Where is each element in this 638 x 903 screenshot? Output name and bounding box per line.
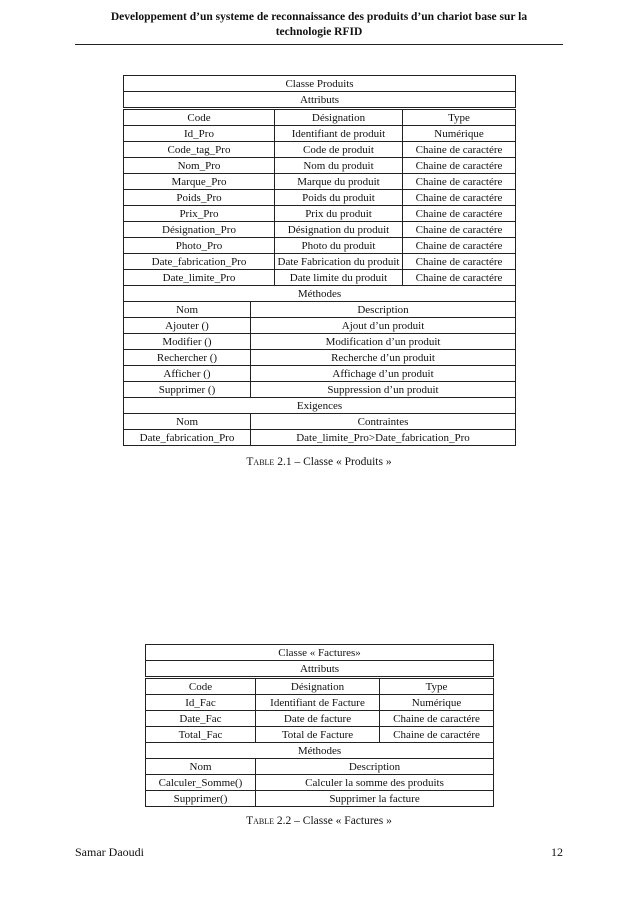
method-header-row [124,302,516,318]
attribute-code: Id_Fac [146,695,256,711]
class-title-row [146,645,494,661]
method-name: Rechercher () [124,350,251,366]
section-label-attributs: Attributs [124,92,516,109]
method-row [146,791,494,807]
attribute-code: Date_Fac [146,711,256,727]
col-header-code: Code [146,678,256,695]
attribute-row [146,695,494,711]
attribute-type: Chaine de caractére [403,190,516,206]
section-row-attributs [124,92,516,109]
method-name: Supprimer() [146,791,256,807]
method-description: Supprimer la facture [256,791,494,807]
attribute-code: Désignation_Pro [124,222,275,238]
method-description: Modification d’un produit [251,334,516,350]
method-name: Supprimer () [124,382,251,398]
method-name: Ajouter () [124,318,251,334]
running-header-line-2: technologie RFID [275,26,363,38]
exigence-constraint: Date_limite_Pro>Date_fabrication_Pro [251,430,516,446]
attribute-designation: Date de facture [256,711,380,727]
caption-label: Table 2.2 [246,815,292,827]
attribute-code: Poids_Pro [124,190,275,206]
attribute-designation: Date Fabrication du produit [275,254,403,270]
footer-author: Samar Daoudi [75,845,144,859]
section-row-attributs [146,661,494,678]
attribute-type: Chaine de caractére [403,254,516,270]
attribute-row [124,270,516,286]
method-row [146,775,494,791]
attribute-type: Chaine de caractére [380,727,494,743]
attribute-row [124,174,516,190]
method-description: Ajout d’un produit [251,318,516,334]
caption-text: – Classe « Produits » [294,456,392,468]
method-description: Calculer la somme des produits [256,775,494,791]
attribute-designation: Marque du produit [275,174,403,190]
col-header-nom: Nom [146,759,256,775]
attribute-row [124,190,516,206]
attribute-header-row [124,109,516,126]
section-row-methodes [124,286,516,302]
col-header-description: Description [251,302,516,318]
attribute-row [124,238,516,254]
attribute-code: Date_limite_Pro [124,270,275,286]
method-name: Afficher () [124,366,251,382]
col-header-description: Description [256,759,494,775]
exigence-row [124,430,516,446]
attribute-row [124,254,516,270]
attribute-header-row [146,678,494,695]
attribute-row [124,126,516,142]
attribute-designation: Code de produit [275,142,403,158]
attribute-code: Nom_Pro [124,158,275,174]
attribute-code: Date_fabrication_Pro [124,254,275,270]
attribute-type: Chaine de caractére [403,222,516,238]
attribute-designation: Photo du produit [275,238,403,254]
exigence-header-row [124,414,516,430]
attribute-code: Marque_Pro [124,174,275,190]
method-name: Calculer_Somme() [146,775,256,791]
attribute-code: Total_Fac [146,727,256,743]
class-title: Classe « Factures» [146,645,494,661]
section-label-attributs: Attributs [146,661,494,678]
method-description: Suppression d’un produit [251,382,516,398]
attribute-designation: Poids du produit [275,190,403,206]
method-row [124,350,516,366]
method-row [124,382,516,398]
section-row-exigences [124,398,516,414]
section-label-exigences: Exigences [124,398,516,414]
attribute-row [124,206,516,222]
attribute-type: Chaine de caractére [403,174,516,190]
attribute-code: Id_Pro [124,126,275,142]
attribute-designation: Prix du produit [275,206,403,222]
attribute-designation: Nom du produit [275,158,403,174]
class-title: Classe Produits [124,76,516,92]
running-header [75,10,563,40]
attribute-row [146,727,494,743]
exigence-name: Date_fabrication_Pro [124,430,251,446]
attribute-row [124,142,516,158]
table-classe-factures [145,644,494,807]
attribute-designation: Total de Facture [256,727,380,743]
method-header-row [146,759,494,775]
attribute-designation: Désignation du produit [275,222,403,238]
col-header-code: Code [124,109,275,126]
table-caption-produits [123,456,515,468]
method-description: Affichage d’un produit [251,366,516,382]
col-header-nom: Nom [124,302,251,318]
col-header-contraintes: Contraintes [251,414,516,430]
col-header-designation: Désignation [275,109,403,126]
attribute-type: Numérique [403,126,516,142]
caption-label: Table 2.1 [246,456,292,468]
col-header-type: Type [403,109,516,126]
attribute-type: Chaine de caractére [403,142,516,158]
table-classe-produits [123,75,516,446]
attribute-type: Chaine de caractére [403,270,516,286]
method-row [124,318,516,334]
attribute-designation: Identifiant de produit [275,126,403,142]
attribute-type: Numérique [380,695,494,711]
method-row [124,334,516,350]
section-label-methodes: Méthodes [146,743,494,759]
footer-page-number: 12 [551,845,563,859]
col-header-designation: Désignation [256,678,380,695]
attribute-type: Chaine de caractére [380,711,494,727]
table-caption-factures [145,815,493,827]
col-header-type: Type [380,678,494,695]
attribute-type: Chaine de caractére [403,238,516,254]
caption-text: – Classe « Factures » [294,815,392,827]
col-header-nom: Nom [124,414,251,430]
attribute-type: Chaine de caractére [403,158,516,174]
method-name: Modifier () [124,334,251,350]
attribute-code: Photo_Pro [124,238,275,254]
section-label-methodes: Méthodes [124,286,516,302]
running-header-line-1: Developpement d’un systeme de reconnaissance des produits d’un chariot base sur la [110,11,528,23]
attribute-designation: Identifiant de Facture [256,695,380,711]
attribute-row [124,158,516,174]
attribute-code: Code_tag_Pro [124,142,275,158]
attribute-type: Chaine de caractére [403,206,516,222]
attribute-code: Prix_Pro [124,206,275,222]
method-description: Recherche d’un produit [251,350,516,366]
attribute-designation: Date limite du produit [275,270,403,286]
attribute-row [124,222,516,238]
section-row-methodes [146,743,494,759]
attribute-row [146,711,494,727]
class-title-row [124,76,516,92]
method-row [124,366,516,382]
header-rule [75,44,563,45]
